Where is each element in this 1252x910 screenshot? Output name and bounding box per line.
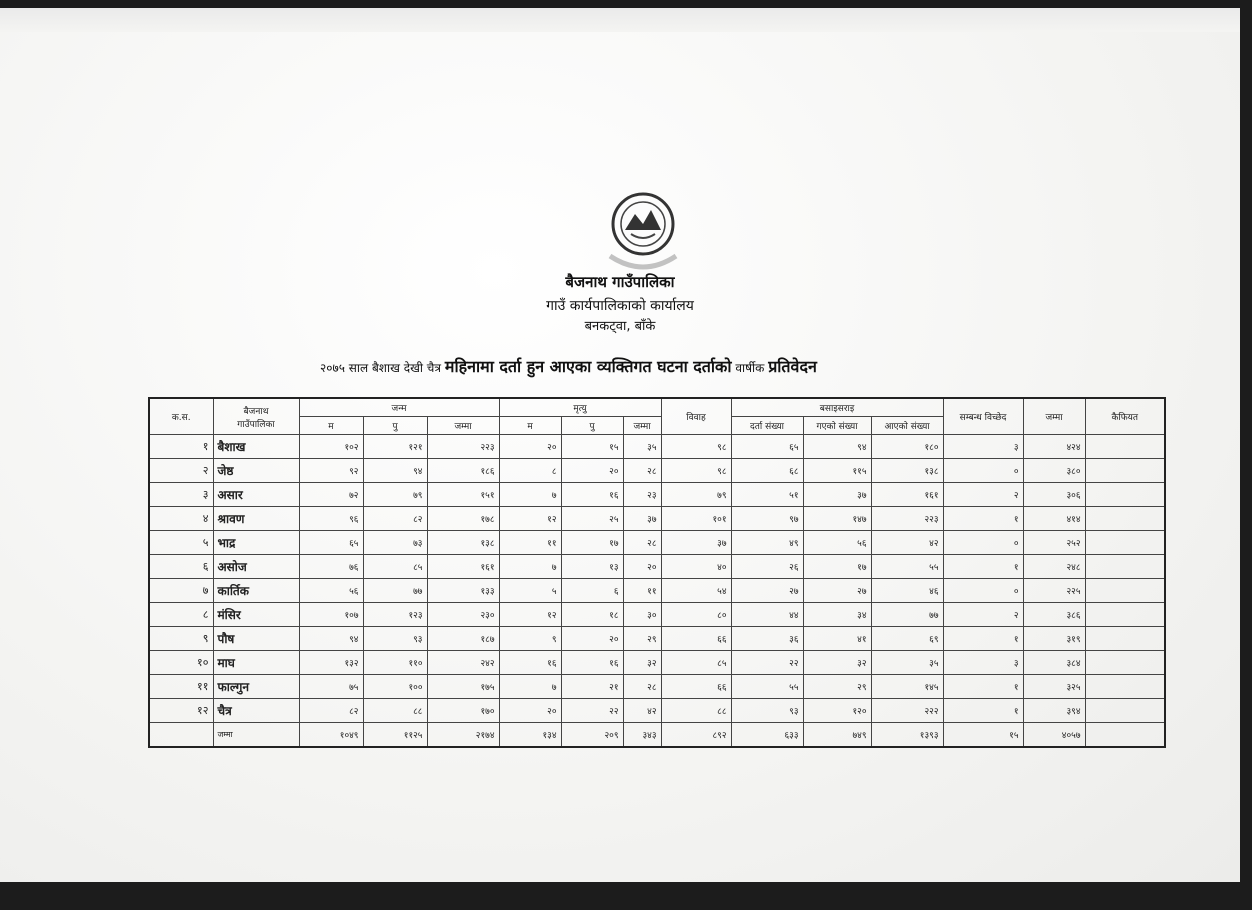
cell-total: २२५ [1023, 579, 1085, 603]
col-municipality-header [213, 398, 299, 435]
total-bf: ११२५ [363, 723, 427, 748]
cell-dt: २९ [623, 627, 661, 651]
row-serial-number: ८ [149, 603, 213, 627]
cell-bf: ७३ [363, 531, 427, 555]
cell-div: २ [943, 603, 1023, 627]
cell-total: ३९४ [1023, 699, 1085, 723]
row-serial-number: २ [149, 459, 213, 483]
cell-mar: ६६ [661, 627, 731, 651]
row-month-name: भाद्र [213, 531, 299, 555]
row-month-name: माघ [213, 651, 299, 675]
cell-div: ० [943, 531, 1023, 555]
table-row [149, 651, 1165, 675]
cell-bm: ९२ [299, 459, 363, 483]
cell-bf: ७७ [363, 579, 427, 603]
cell-dm: २० [499, 699, 561, 723]
cell-div: १ [943, 627, 1023, 651]
cell-bf: १०० [363, 675, 427, 699]
cell-bt: १६१ [427, 555, 499, 579]
table-row [149, 507, 1165, 531]
birth-male-header: म [299, 417, 363, 435]
cell-come: ४२ [871, 531, 943, 555]
cell-mar: ७९ [661, 483, 731, 507]
cell-gone: २९ [803, 675, 871, 699]
cell-df: १६ [561, 483, 623, 507]
cell-df: २० [561, 627, 623, 651]
cell-df: २५ [561, 507, 623, 531]
cell-bm: ९४ [299, 627, 363, 651]
cell-rem [1085, 651, 1165, 675]
municipality-emblem-icon [598, 186, 688, 276]
total-bt: २१७४ [427, 723, 499, 748]
cell-gone: ५६ [803, 531, 871, 555]
cell-bt: २२३ [427, 435, 499, 459]
cell-rem [1085, 579, 1165, 603]
cell-gone: ३४ [803, 603, 871, 627]
cell-total: ३८६ [1023, 603, 1085, 627]
col-sn-header: क.स. [149, 398, 213, 435]
cell-gone: ९४ [803, 435, 871, 459]
municipality-header-line-1: बैजनाथ [243, 406, 269, 417]
total-dt: ३४३ [623, 723, 661, 748]
cell-bm: ७२ [299, 483, 363, 507]
cell-dm: ११ [499, 531, 561, 555]
cell-dt: ३५ [623, 435, 661, 459]
total-come: १३९३ [871, 723, 943, 748]
title-prefix: २०७५ साल बैशाख देखी चैत्र [320, 361, 442, 375]
total-mar: ८९२ [661, 723, 731, 748]
death-sum-header: जम्मा [623, 417, 661, 435]
cell-df: ६ [561, 579, 623, 603]
cell-dm: २० [499, 435, 561, 459]
table-row [149, 459, 1165, 483]
cell-rem [1085, 459, 1165, 483]
cell-bt: १७५ [427, 675, 499, 699]
cell-total: ४१४ [1023, 507, 1085, 531]
total-row-label: जम्मा [213, 723, 299, 748]
cell-gone: ११५ [803, 459, 871, 483]
cell-mar: ४० [661, 555, 731, 579]
table-row [149, 483, 1165, 507]
cell-div: ३ [943, 651, 1023, 675]
row-serial-number: ७ [149, 579, 213, 603]
table-row [149, 627, 1165, 651]
row-serial-number: ३ [149, 483, 213, 507]
cell-bf: ८८ [363, 699, 427, 723]
cell-dm: ७ [499, 555, 561, 579]
title-end: प्रतिवेदन [768, 357, 817, 376]
cell-dm: ७ [499, 483, 561, 507]
cell-bf: १२३ [363, 603, 427, 627]
cell-rem [1085, 699, 1165, 723]
cell-come: २२३ [871, 507, 943, 531]
col-birth-header: जन्म [299, 398, 499, 417]
cell-mar: ५४ [661, 579, 731, 603]
cell-come: ५५ [871, 555, 943, 579]
row-serial-number: १ [149, 435, 213, 459]
col-total-header: जम्मा [1023, 398, 1085, 435]
cell-total: ३०६ [1023, 483, 1085, 507]
cell-gone: १७ [803, 555, 871, 579]
cell-rem [1085, 627, 1165, 651]
row-month-name: कार्तिक [213, 579, 299, 603]
cell-dt: २८ [623, 675, 661, 699]
cell-mar: १०१ [661, 507, 731, 531]
cell-come: १४५ [871, 675, 943, 699]
cell-bf: ७९ [363, 483, 427, 507]
cell-reg: ५५ [731, 675, 803, 699]
cell-df: १५ [561, 435, 623, 459]
cell-bt: १८७ [427, 627, 499, 651]
cell-bt: १७० [427, 699, 499, 723]
table-row [149, 555, 1165, 579]
cell-rem [1085, 675, 1165, 699]
cell-div: १ [943, 507, 1023, 531]
cell-dt: ३० [623, 603, 661, 627]
cell-come: ३५ [871, 651, 943, 675]
row-serial-number: १२ [149, 699, 213, 723]
col-divorce-header: सम्बन्ध विच्छेद [943, 398, 1023, 435]
cell-bf: ९३ [363, 627, 427, 651]
cell-rem [1085, 555, 1165, 579]
col-remarks-header: कैफियत [1085, 398, 1165, 435]
cell-div: १ [943, 675, 1023, 699]
cell-gone: ४१ [803, 627, 871, 651]
cell-bf: ११० [363, 651, 427, 675]
cell-rem [1085, 435, 1165, 459]
total-reg: ६३३ [731, 723, 803, 748]
cell-reg: ६५ [731, 435, 803, 459]
cell-rem [1085, 603, 1165, 627]
cell-reg: ५१ [731, 483, 803, 507]
row-serial-number: १० [149, 651, 213, 675]
cell-dt: २८ [623, 459, 661, 483]
cell-dt: ११ [623, 579, 661, 603]
death-male-header: म [499, 417, 561, 435]
row-serial-number: ६ [149, 555, 213, 579]
row-serial-number: ९ [149, 627, 213, 651]
cell-total: ३२५ [1023, 675, 1085, 699]
col-death-header: मृत्यु [499, 398, 661, 417]
cell-div: ३ [943, 435, 1023, 459]
office-name: गाउँ कार्यपालिकाको कार्यालय [546, 298, 694, 314]
cell-reg: ४४ [731, 603, 803, 627]
cell-reg: २६ [731, 555, 803, 579]
cell-bt: १३८ [427, 531, 499, 555]
cell-mar: ८५ [661, 651, 731, 675]
cell-reg: २७ [731, 579, 803, 603]
cell-div: ० [943, 579, 1023, 603]
table-row [149, 699, 1165, 723]
table-body [149, 435, 1165, 748]
cell-come: ६९ [871, 627, 943, 651]
cell-mar: ८८ [661, 699, 731, 723]
cell-dm: ८ [499, 459, 561, 483]
cell-bf: ८५ [363, 555, 427, 579]
total-rem [1085, 723, 1165, 748]
cell-bm: १३२ [299, 651, 363, 675]
total-df: २०९ [561, 723, 623, 748]
total-row-empty-cell [149, 723, 213, 748]
report-title [320, 355, 960, 377]
cell-gone: १४७ [803, 507, 871, 531]
row-month-name: पौष [213, 627, 299, 651]
cell-div: २ [943, 483, 1023, 507]
row-month-name: असार [213, 483, 299, 507]
cell-bf: ८२ [363, 507, 427, 531]
cell-gone: १२० [803, 699, 871, 723]
row-month-name: मंसिर [213, 603, 299, 627]
row-month-name: फाल्गुन [213, 675, 299, 699]
cell-dt: २० [623, 555, 661, 579]
cell-total: २४८ [1023, 555, 1085, 579]
cell-mar: ८० [661, 603, 731, 627]
municipality-header-line-2: गाउँपालिका [237, 419, 275, 430]
cell-div: १ [943, 699, 1023, 723]
table-row [149, 579, 1165, 603]
cell-come: २२२ [871, 699, 943, 723]
cell-gone: ३७ [803, 483, 871, 507]
table-row [149, 531, 1165, 555]
cell-bt: १७८ [427, 507, 499, 531]
birth-female-header: पु [363, 417, 427, 435]
cell-reg: ४९ [731, 531, 803, 555]
cell-bm: १०७ [299, 603, 363, 627]
cell-rem [1085, 507, 1165, 531]
cell-reg: ९३ [731, 699, 803, 723]
cell-total: ४२४ [1023, 435, 1085, 459]
cell-df: १६ [561, 651, 623, 675]
table-row [149, 603, 1165, 627]
cell-come: १३८ [871, 459, 943, 483]
org-name: बैजनाथ गाउँपालिका [565, 273, 675, 291]
total-gone: ७४९ [803, 723, 871, 748]
cell-reg: २२ [731, 651, 803, 675]
cell-total: २५२ [1023, 531, 1085, 555]
cell-bt: २३० [427, 603, 499, 627]
row-month-name: जेष्ठ [213, 459, 299, 483]
cell-df: १३ [561, 555, 623, 579]
total-total: ४०५७ [1023, 723, 1085, 748]
cell-come: ४६ [871, 579, 943, 603]
row-serial-number: ५ [149, 531, 213, 555]
table-row [149, 435, 1165, 459]
cell-rem [1085, 483, 1165, 507]
cell-dt: ३७ [623, 507, 661, 531]
cell-mar: ९८ [661, 459, 731, 483]
cell-bm: ७५ [299, 675, 363, 699]
cell-total: ३८४ [1023, 651, 1085, 675]
cell-dm: १६ [499, 651, 561, 675]
death-female-header: पु [561, 417, 623, 435]
cell-bt: २४२ [427, 651, 499, 675]
row-serial-number: ११ [149, 675, 213, 699]
total-bm: १०४९ [299, 723, 363, 748]
row-serial-number: ४ [149, 507, 213, 531]
cell-gone: ३२ [803, 651, 871, 675]
cell-mar: ३७ [661, 531, 731, 555]
scan-top-edge [0, 8, 1240, 32]
cell-df: १७ [561, 531, 623, 555]
table-row [149, 675, 1165, 699]
cell-bf: ९४ [363, 459, 427, 483]
cell-total: ३८० [1023, 459, 1085, 483]
cell-bm: ६५ [299, 531, 363, 555]
title-main: महिनामा दर्ता हुन आएका व्यक्तिगत घटना दर्ताको [444, 357, 732, 376]
cell-bf: १२१ [363, 435, 427, 459]
cell-dm: १२ [499, 507, 561, 531]
migration-registered-header: दर्ता संख्या [731, 417, 803, 435]
cell-reg: ९७ [731, 507, 803, 531]
cell-dt: ३२ [623, 651, 661, 675]
cell-bt: १३३ [427, 579, 499, 603]
cell-reg: ३६ [731, 627, 803, 651]
cell-come: १६१ [871, 483, 943, 507]
migration-come-header: आएको संख्या [871, 417, 943, 435]
cell-total: ३१९ [1023, 627, 1085, 651]
cell-bm: ९६ [299, 507, 363, 531]
cell-div: ० [943, 459, 1023, 483]
table-total-row [149, 723, 1165, 748]
cell-dt: २८ [623, 531, 661, 555]
cell-bm: ८२ [299, 699, 363, 723]
cell-dm: ९ [499, 627, 561, 651]
annual-report-table [148, 397, 1166, 748]
cell-dt: ४२ [623, 699, 661, 723]
cell-reg: ६८ [731, 459, 803, 483]
row-month-name: चैत्र [213, 699, 299, 723]
migration-gone-header: गएको संख्या [803, 417, 871, 435]
cell-dm: ७ [499, 675, 561, 699]
total-div: १५ [943, 723, 1023, 748]
cell-df: १८ [561, 603, 623, 627]
cell-dt: २३ [623, 483, 661, 507]
birth-sum-header: जम्मा [427, 417, 499, 435]
cell-come: ७७ [871, 603, 943, 627]
cell-dm: १२ [499, 603, 561, 627]
cell-div: १ [943, 555, 1023, 579]
cell-bt: १८६ [427, 459, 499, 483]
cell-df: २० [561, 459, 623, 483]
office-location: बनकट्वा, बाँके [584, 319, 656, 334]
cell-mar: ९८ [661, 435, 731, 459]
title-mid: वार्षीक [735, 361, 765, 375]
cell-df: २२ [561, 699, 623, 723]
cell-dm: ५ [499, 579, 561, 603]
row-month-name: बैशाख [213, 435, 299, 459]
row-month-name: श्रावण [213, 507, 299, 531]
cell-come: १८० [871, 435, 943, 459]
cell-gone: २७ [803, 579, 871, 603]
cell-bm: ७६ [299, 555, 363, 579]
cell-bm: ५६ [299, 579, 363, 603]
col-migration-header: बसाइसराइ [731, 398, 943, 417]
cell-bm: १०२ [299, 435, 363, 459]
cell-mar: ६६ [661, 675, 731, 699]
row-month-name: असोज [213, 555, 299, 579]
cell-rem [1085, 531, 1165, 555]
total-dm: १३४ [499, 723, 561, 748]
cell-df: २१ [561, 675, 623, 699]
col-marriage-header: विवाह [661, 398, 731, 435]
cell-bt: १५१ [427, 483, 499, 507]
